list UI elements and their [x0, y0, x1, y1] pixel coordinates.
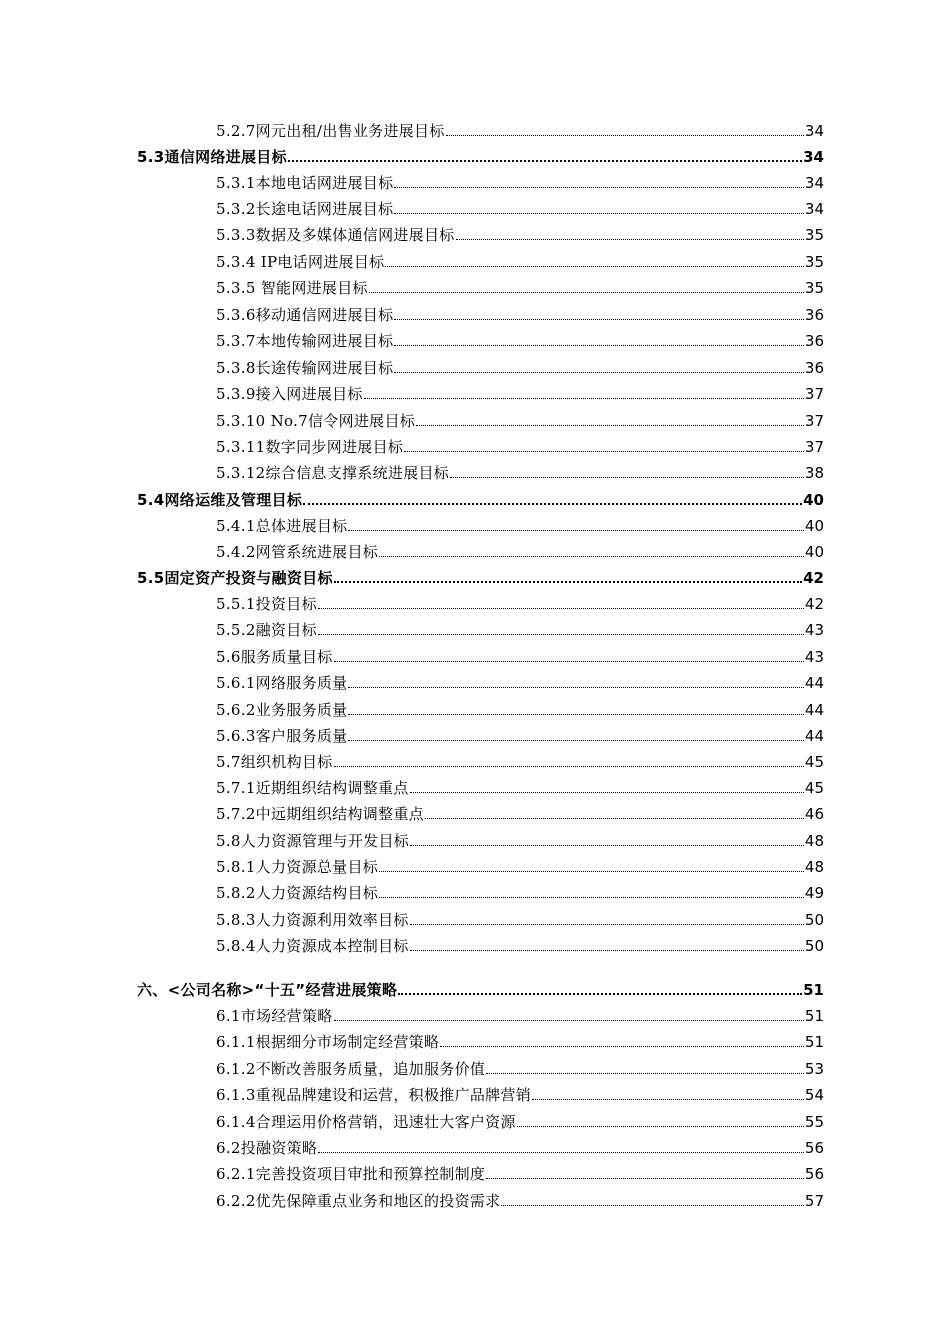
toc-entry[interactable] — [216, 617, 824, 639]
toc-entry-title: 5.3.5 智能网进展目标 — [216, 279, 368, 297]
dot-leader — [486, 1178, 804, 1179]
toc-entry-page-number: 36 — [804, 306, 824, 324]
dot-leader — [501, 1205, 803, 1206]
toc-entry[interactable] — [216, 196, 824, 218]
dot-leader — [517, 1126, 804, 1127]
toc-entry-title: 5.7组织机构目标 — [216, 753, 333, 771]
toc-entry[interactable] — [216, 1056, 824, 1078]
toc-entry-page-number: 44 — [804, 674, 824, 692]
toc-entry[interactable] — [216, 118, 824, 140]
dot-leader — [379, 556, 804, 557]
toc-entry[interactable] — [216, 302, 824, 324]
toc-entry-title: 5.3.6移动通信网进展目标 — [216, 306, 394, 324]
toc-entry-page-number: 48 — [804, 858, 824, 876]
toc-entry-page-number: 57 — [804, 1192, 824, 1210]
toc-entry-title: 5.6服务质量目标 — [216, 648, 333, 666]
toc-entry[interactable] — [216, 644, 824, 666]
toc-entry-title: 5.3.11数字同步网进展目标 — [216, 438, 404, 456]
toc-entry-page-number: 51 — [804, 1007, 824, 1025]
dot-leader — [416, 425, 804, 426]
toc-entry-title: 5.3.4 IP电话网进展目标 — [216, 253, 385, 271]
dot-leader — [348, 714, 803, 715]
toc-entry-page-number: 53 — [804, 1060, 824, 1078]
toc-entry[interactable] — [216, 1109, 824, 1131]
toc-entry-title: 5.8.3人力资源利用效率目标 — [216, 911, 409, 929]
toc-entry-title: 5.2.7网元出租/出售业务进展目标 — [216, 122, 445, 140]
toc-entry-page-number: 36 — [804, 359, 824, 377]
toc-entry-page-number: 35 — [804, 253, 824, 271]
dot-leader — [348, 687, 803, 688]
toc-entry-page-number: 50 — [804, 911, 824, 929]
toc-entry-title: 5.6.1网络服务质量 — [216, 674, 348, 692]
toc-entry-title: 5.3.12综合信息支撑系统进展目标 — [216, 464, 450, 482]
dot-leader — [532, 1099, 804, 1100]
toc-entry-title: 5.4.1总体进展目标 — [216, 517, 348, 535]
toc-entry-page-number: 44 — [804, 727, 824, 745]
toc-entry-title: 5.7.1近期组织结构调整重点 — [216, 779, 409, 797]
dot-leader — [334, 581, 802, 583]
toc-entry-title: 5.4.2网管系统进展目标 — [216, 543, 379, 561]
dot-leader — [450, 477, 804, 478]
toc-entry-title: 5.3.3数据及多媒体通信网进展目标 — [216, 226, 455, 244]
toc-entry-title: 6.1.4合理运用价格营销，迅速壮大客户资源 — [216, 1113, 516, 1131]
toc-entry-page-number: 34 — [803, 148, 824, 166]
dot-leader — [446, 135, 804, 136]
dot-leader — [379, 871, 804, 872]
dot-leader — [379, 897, 804, 898]
toc-entry[interactable] — [216, 670, 824, 692]
toc-entry[interactable] — [216, 749, 824, 771]
toc-entry-title: 5.6.3客户服务质量 — [216, 727, 348, 745]
toc-entry[interactable] — [137, 565, 824, 587]
dot-leader — [394, 213, 804, 214]
toc-entry-title: 5.8人力资源管理与开发目标 — [216, 832, 410, 850]
dot-leader — [394, 319, 804, 320]
toc-entry[interactable] — [216, 249, 824, 271]
toc-entry[interactable] — [216, 1003, 824, 1025]
toc-entry[interactable] — [216, 460, 824, 482]
toc-entry-title: 5.5固定资产投资与融资目标 — [137, 569, 333, 587]
dot-leader — [348, 740, 803, 741]
toc-entry-title: 6.2.2优先保障重点业务和地区的投资需求 — [216, 1192, 501, 1210]
toc-entry-page-number: 38 — [804, 464, 824, 482]
toc-entry-page-number: 48 — [804, 832, 824, 850]
toc-entry-page-number: 51 — [804, 1033, 824, 1051]
toc-entry[interactable] — [216, 1082, 824, 1104]
toc-entry[interactable] — [216, 170, 824, 192]
toc-entry[interactable] — [216, 408, 824, 430]
dot-leader — [394, 372, 804, 373]
toc-entry[interactable] — [216, 1161, 824, 1183]
toc-entry[interactable] — [216, 381, 824, 403]
toc-entry-page-number: 55 — [804, 1113, 824, 1131]
toc-entry-page-number: 36 — [804, 332, 824, 350]
toc-entry-page-number: 45 — [804, 753, 824, 771]
dot-leader — [348, 530, 803, 531]
dot-leader — [318, 634, 804, 635]
toc-entry-page-number: 42 — [803, 569, 824, 587]
toc-entry-page-number: 49 — [804, 884, 824, 902]
dot-leader — [425, 818, 804, 819]
dot-leader — [456, 239, 804, 240]
toc-entry-title: 5.3.2长途电话网进展目标 — [216, 200, 394, 218]
dot-leader — [394, 187, 804, 188]
toc-entry[interactable] — [137, 977, 824, 999]
toc-entry-page-number: 43 — [804, 648, 824, 666]
toc-entry[interactable] — [216, 1188, 824, 1210]
toc-entry[interactable] — [216, 801, 824, 823]
toc-entry-page-number: 34 — [804, 200, 824, 218]
toc-entry-title: 6.2投融资策略 — [216, 1139, 318, 1157]
toc-entry-page-number: 44 — [804, 701, 824, 719]
toc-entry-title: 5.4网络运维及管理目标 — [137, 491, 303, 509]
toc-entry[interactable] — [216, 222, 824, 244]
dot-leader — [334, 1020, 804, 1021]
toc-entry[interactable] — [216, 434, 824, 456]
toc-entry[interactable] — [216, 775, 824, 797]
dot-leader — [410, 792, 804, 793]
toc-entry-page-number: 43 — [804, 621, 824, 639]
toc-entry-page-number: 42 — [804, 595, 824, 613]
dot-leader — [318, 1152, 804, 1153]
toc-entry[interactable] — [216, 1135, 824, 1157]
toc-entry-title: 5.7.2中远期组织结构调整重点 — [216, 805, 424, 823]
toc-entry-title: 5.3.7本地传输网进展目标 — [216, 332, 394, 350]
toc-entry[interactable] — [216, 854, 824, 876]
dot-leader — [486, 1073, 804, 1074]
dot-leader — [410, 845, 804, 846]
toc-entry-title: 6.1.1根据细分市场制定经营策略 — [216, 1033, 440, 1051]
toc-entry-title: 6.1市场经营策略 — [216, 1007, 333, 1025]
toc-entry-page-number: 54 — [804, 1086, 824, 1104]
toc-entry[interactable] — [216, 275, 824, 297]
toc-entry-page-number: 51 — [803, 981, 824, 999]
toc-entry-title: 5.8.4人力资源成本控制目标 — [216, 937, 409, 955]
dot-leader — [394, 345, 804, 346]
dot-leader — [385, 266, 803, 267]
dot-leader — [288, 160, 802, 162]
dot-leader — [364, 398, 804, 399]
toc-entry-page-number: 40 — [803, 491, 824, 509]
toc-entry-title: 6.1.2不断改善服务质量，追加服务价值 — [216, 1060, 486, 1078]
toc-entry-title: 5.3.10 No.7信令网进展目标 — [216, 412, 416, 430]
toc-entry-title: 5.5.2融资目标 — [216, 621, 317, 639]
toc-entry-page-number: 37 — [804, 438, 824, 456]
toc-entry-title: 5.3.8长途传输网进展目标 — [216, 359, 394, 377]
toc-entry-page-number: 45 — [804, 779, 824, 797]
toc-entry[interactable] — [216, 539, 824, 561]
toc-entry-page-number: 35 — [804, 279, 824, 297]
dot-leader — [440, 1046, 804, 1047]
toc-entry-page-number: 40 — [804, 543, 824, 561]
toc-entry-title: 5.5.1投资目标 — [216, 595, 317, 613]
toc-entry-page-number: 34 — [804, 122, 824, 140]
toc-entry[interactable] — [216, 880, 824, 902]
toc-entry-title: 六、<公司名称>“十五”经营进展策略 — [137, 981, 398, 999]
toc-entry-page-number: 37 — [804, 412, 824, 430]
toc-entry[interactable] — [216, 907, 824, 929]
dot-leader — [318, 608, 804, 609]
dot-leader — [410, 950, 804, 951]
dot-leader — [410, 924, 804, 925]
toc-entry-page-number: 56 — [804, 1139, 824, 1157]
toc-entry[interactable] — [137, 487, 824, 509]
toc-entry[interactable] — [216, 697, 824, 719]
dot-leader — [398, 993, 802, 995]
dot-leader — [334, 766, 804, 767]
toc-entry[interactable] — [216, 1029, 824, 1051]
toc-entry-title: 5.3.1本地电话网进展目标 — [216, 174, 394, 192]
toc-entry[interactable] — [216, 355, 824, 377]
dot-leader — [369, 292, 804, 293]
dot-leader — [404, 451, 804, 452]
toc-entry-title: 5.3通信网络进展目标 — [137, 148, 287, 166]
toc-entry-title: 5.6.2业务服务质量 — [216, 701, 348, 719]
toc-entry[interactable] — [216, 828, 824, 850]
toc-entry[interactable] — [137, 144, 824, 166]
toc-entry-title: 5.8.1人力资源总量目标 — [216, 858, 379, 876]
toc-entry-page-number: 50 — [804, 937, 824, 955]
toc-entry[interactable] — [216, 723, 824, 745]
dot-leader — [334, 661, 804, 662]
toc-entry[interactable] — [216, 591, 824, 613]
toc-entry-page-number: 40 — [804, 517, 824, 535]
toc-entry-page-number: 34 — [804, 174, 824, 192]
toc-entry[interactable] — [216, 513, 824, 535]
toc-entry[interactable] — [216, 328, 824, 350]
toc-entry-title: 6.2.1完善投资项目审批和预算控制制度 — [216, 1165, 486, 1183]
toc-entry[interactable] — [216, 933, 824, 955]
toc-entry-page-number: 37 — [804, 385, 824, 403]
toc-entry-title: 5.8.2人力资源结构目标 — [216, 884, 379, 902]
toc-entry-page-number: 35 — [804, 226, 824, 244]
toc-entry-page-number: 46 — [804, 805, 824, 823]
toc-entry-title: 6.1.3重视品牌建设和运营，积极推广品牌营销 — [216, 1086, 532, 1104]
dot-leader — [303, 503, 802, 505]
toc-entry-title: 5.3.9接入网进展目标 — [216, 385, 363, 403]
toc-entry-page-number: 56 — [804, 1165, 824, 1183]
